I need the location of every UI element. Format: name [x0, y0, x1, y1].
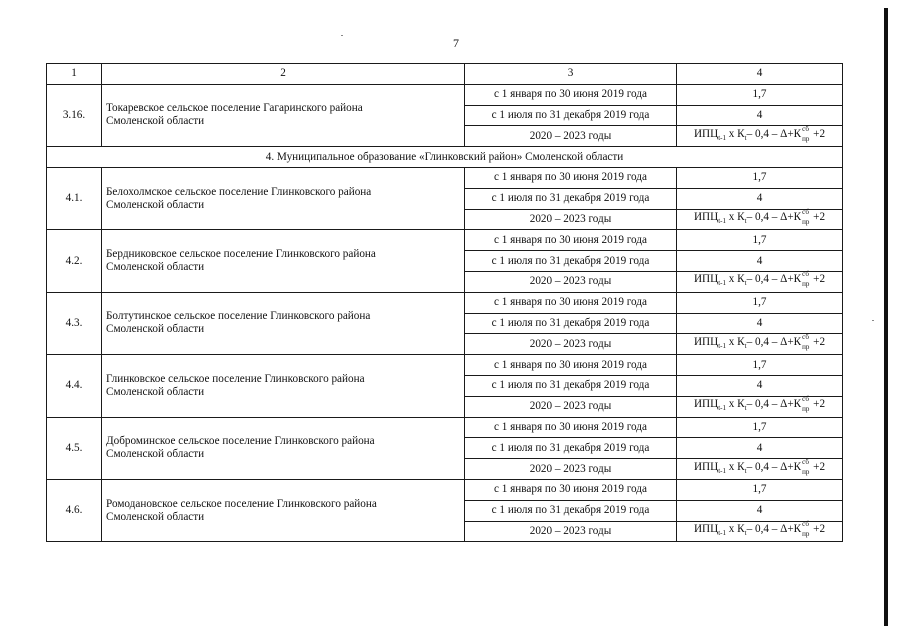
- period-cell: с 1 января по 30 июня 2019 года: [465, 167, 677, 188]
- settlement-name-line: Смоленской области: [106, 385, 205, 398]
- scan-edge-bar: [884, 8, 888, 626]
- settlement-name-line: Белохолмское сельское поселение Глинковского района: [106, 185, 372, 198]
- value-cell: 1,7: [677, 84, 843, 105]
- settlement-name: [102, 355, 465, 417]
- formula-ipc: ИПЦ: [693, 335, 719, 348]
- period-cell: с 1 июля по 31 декабря 2019 года: [465, 500, 677, 521]
- section-row: [47, 147, 843, 168]
- formula-tail: +2: [813, 460, 826, 473]
- tariff-formula: [693, 207, 826, 226]
- formula-k2: К: [793, 210, 802, 223]
- formula-k2-indices: [801, 519, 813, 538]
- scan-speck: [341, 35, 343, 36]
- value-cell: 1,7: [677, 479, 843, 500]
- period-cell: с 1 января по 30 июня 2019 года: [465, 479, 677, 500]
- formula-tail: +2: [813, 273, 826, 286]
- formula-minus-part: – 0,4 – Δ+: [746, 398, 794, 411]
- formula-k-index: t: [744, 279, 747, 288]
- value-cell: 1,7: [677, 355, 843, 376]
- formula-multiply: x: [725, 127, 738, 140]
- formula-k: К: [737, 398, 745, 411]
- formula-ipc-index: t-1: [718, 133, 726, 142]
- settlement-code: 4.2.: [47, 230, 102, 292]
- formula-k2-sub: пр: [802, 529, 810, 538]
- formula-k2-indices: [801, 332, 813, 351]
- formula-minus-part: – 0,4 – Δ+: [746, 522, 794, 535]
- settlement-name: [102, 479, 465, 541]
- formula-k: К: [737, 335, 745, 348]
- period-cell: с 1 июля по 31 декабря 2019 года: [465, 105, 677, 126]
- table-row: [47, 84, 843, 105]
- formula-ipc: ИПЦ: [693, 460, 719, 473]
- settlement-name-line: Токаревское сельское поселение Гагаринского района: [106, 102, 363, 115]
- formula-k2-indices: [801, 457, 813, 476]
- formula-k2-sup: сб: [802, 457, 809, 466]
- period-cell: 2020 – 2023 годы: [465, 521, 677, 542]
- formula-k2-sub: пр: [802, 467, 810, 476]
- value-cell: 4: [677, 251, 843, 272]
- formula-ipc: ИПЦ: [693, 210, 719, 223]
- period-cell: с 1 июля по 31 декабря 2019 года: [465, 188, 677, 209]
- formula-multiply: x: [725, 210, 738, 223]
- formula-k2-indices: [801, 270, 813, 289]
- formula-k2: К: [793, 522, 802, 535]
- page-number: 7: [453, 36, 459, 50]
- period-cell: с 1 января по 30 июня 2019 года: [465, 355, 677, 376]
- value-cell: 1,7: [677, 230, 843, 251]
- settlement-code: 3.16.: [47, 84, 102, 146]
- formula-k: К: [737, 127, 745, 140]
- tariff-formula: [693, 395, 826, 414]
- formula-multiply: x: [725, 522, 738, 535]
- formula-minus-part: – 0,4 – Δ+: [746, 210, 794, 223]
- settlement-code: 4.3.: [47, 292, 102, 354]
- formula-ipc-index: t-1: [718, 528, 726, 537]
- value-cell: 4: [677, 188, 843, 209]
- value-cell: 4: [677, 375, 843, 396]
- formula-multiply: x: [725, 273, 738, 286]
- formula-k-index: t: [744, 404, 747, 413]
- formula-k2-sub: пр: [802, 134, 810, 143]
- formula-k2: К: [793, 127, 802, 140]
- settlement-name-line: Глинковское сельское поселение Глинковского района: [106, 372, 365, 385]
- settlement-name-line: Ромодановское сельское поселение Глинковского района: [106, 497, 377, 510]
- formula-ipc-index: t-1: [718, 466, 726, 475]
- value-cell: [677, 396, 843, 417]
- rates-table: [46, 63, 843, 542]
- value-cell: 4: [677, 500, 843, 521]
- period-cell: 2020 – 2023 годы: [465, 271, 677, 292]
- formula-k2-sup: сб: [802, 395, 809, 404]
- header-cell: 4: [677, 64, 843, 85]
- formula-ipc-index: t-1: [718, 216, 726, 225]
- value-cell: 4: [677, 438, 843, 459]
- formula-tail: +2: [813, 210, 826, 223]
- formula-minus-part: – 0,4 – Δ+: [746, 273, 794, 286]
- formula-k-index: t: [744, 216, 747, 225]
- formula-multiply: x: [725, 460, 738, 473]
- formula-k-index: t: [744, 466, 747, 475]
- formula-ipc: ИПЦ: [693, 522, 719, 535]
- settlement-code: 4.5.: [47, 417, 102, 479]
- formula-k: К: [737, 522, 745, 535]
- header-row: [47, 64, 843, 85]
- period-cell: с 1 января по 30 июня 2019 года: [465, 292, 677, 313]
- settlement-name: [102, 292, 465, 354]
- table-row: [47, 292, 843, 313]
- period-cell: 2020 – 2023 годы: [465, 334, 677, 355]
- settlement-code: 4.6.: [47, 479, 102, 541]
- period-cell: 2020 – 2023 годы: [465, 209, 677, 230]
- section-title: 4. Муниципальное образование «Глинковский район» Смоленской области: [47, 147, 843, 168]
- value-cell: 1,7: [677, 292, 843, 313]
- formula-k: К: [737, 273, 745, 286]
- period-cell: с 1 января по 30 июня 2019 года: [465, 417, 677, 438]
- tariff-formula: [693, 519, 826, 538]
- table-row: [47, 479, 843, 500]
- settlement-name-line: Смоленской области: [106, 323, 205, 336]
- formula-tail: +2: [813, 127, 826, 140]
- period-cell: с 1 июля по 31 декабря 2019 года: [465, 313, 677, 334]
- header-cell: 2: [102, 64, 465, 85]
- formula-k: К: [737, 210, 745, 223]
- settlement-name-line: Смоленской области: [106, 510, 205, 523]
- formula-minus-part: – 0,4 – Δ+: [746, 460, 794, 473]
- settlement-name: [102, 417, 465, 479]
- formula-k2: К: [793, 398, 802, 411]
- value-cell: 1,7: [677, 167, 843, 188]
- formula-ipc-index: t-1: [718, 341, 726, 350]
- formula-ipc: ИПЦ: [693, 273, 719, 286]
- settlement-name-line: Смоленской области: [106, 448, 205, 461]
- value-cell: 4: [677, 105, 843, 126]
- table-row: [47, 417, 843, 438]
- settlement-name-line: Смоленской области: [106, 198, 205, 211]
- value-cell: [677, 271, 843, 292]
- header-cell: 3: [465, 64, 677, 85]
- settlement-code: 4.1.: [47, 167, 102, 229]
- formula-k2-indices: [801, 395, 813, 414]
- settlement-code: 4.4.: [47, 355, 102, 417]
- header-cell: 1: [47, 64, 102, 85]
- formula-minus-part: – 0,4 – Δ+: [746, 127, 794, 140]
- settlement-name-line: Болтутинское сельское поселение Глинковского района: [106, 310, 371, 323]
- value-cell: [677, 334, 843, 355]
- formula-k-index: t: [744, 133, 747, 142]
- formula-k2: К: [793, 335, 802, 348]
- settlement-name: [102, 84, 465, 146]
- formula-tail: +2: [813, 522, 826, 535]
- value-cell: [677, 126, 843, 147]
- settlement-name: [102, 230, 465, 292]
- formula-ipc: ИПЦ: [693, 398, 719, 411]
- formula-k2: К: [793, 460, 802, 473]
- settlement-name-line: Бердниковское сельское поселение Глинковского района: [106, 248, 376, 261]
- formula-multiply: x: [725, 398, 738, 411]
- value-cell: [677, 209, 843, 230]
- period-cell: 2020 – 2023 годы: [465, 396, 677, 417]
- formula-k-index: t: [744, 528, 747, 537]
- value-cell: [677, 521, 843, 542]
- tariff-formula: [693, 270, 826, 289]
- formula-k2-indices: [801, 207, 813, 226]
- formula-k2-sup: сб: [802, 519, 809, 528]
- settlement-name-line: Смоленской области: [106, 261, 205, 274]
- period-cell: с 1 июля по 31 декабря 2019 года: [465, 375, 677, 396]
- formula-k2-sup: сб: [802, 207, 809, 216]
- tariff-formula: [693, 332, 826, 351]
- formula-k2: К: [793, 273, 802, 286]
- formula-tail: +2: [813, 398, 826, 411]
- formula-ipc-index: t-1: [718, 404, 726, 413]
- settlement-name-line: Смоленской области: [106, 115, 205, 128]
- table-row: [47, 355, 843, 376]
- settlement-name: [102, 167, 465, 229]
- scan-speck: [872, 320, 874, 321]
- tariff-formula: [693, 457, 826, 476]
- formula-k2-sub: пр: [802, 217, 810, 226]
- period-cell: 2020 – 2023 годы: [465, 459, 677, 480]
- formula-tail: +2: [813, 335, 826, 348]
- settlement-name-line: Доброминское сельское поселение Глинковского района: [106, 435, 375, 448]
- formula-ipc-index: t-1: [718, 279, 726, 288]
- period-cell: 2020 – 2023 годы: [465, 126, 677, 147]
- formula-k2-sub: пр: [802, 280, 810, 289]
- formula-k2-sup: сб: [802, 124, 809, 133]
- formula-multiply: x: [725, 335, 738, 348]
- table-row: [47, 230, 843, 251]
- formula-k-index: t: [744, 341, 747, 350]
- formula-minus-part: – 0,4 – Δ+: [746, 335, 794, 348]
- formula-k2-sub: пр: [802, 405, 810, 414]
- table-body: [47, 64, 843, 542]
- table-row: [47, 167, 843, 188]
- value-cell: [677, 459, 843, 480]
- formula-ipc: ИПЦ: [693, 127, 719, 140]
- formula-k2-sup: сб: [802, 332, 809, 341]
- period-cell: с 1 января по 30 июня 2019 года: [465, 230, 677, 251]
- formula-k2-indices: [801, 124, 813, 143]
- formula-k2-sub: пр: [802, 342, 810, 351]
- formula-k2-sup: сб: [802, 270, 809, 279]
- value-cell: 4: [677, 313, 843, 334]
- period-cell: с 1 июля по 31 декабря 2019 года: [465, 251, 677, 272]
- period-cell: с 1 июля по 31 декабря 2019 года: [465, 438, 677, 459]
- tariff-formula: [693, 124, 826, 143]
- formula-k: К: [737, 460, 745, 473]
- value-cell: 1,7: [677, 417, 843, 438]
- period-cell: с 1 января по 30 июня 2019 года: [465, 84, 677, 105]
